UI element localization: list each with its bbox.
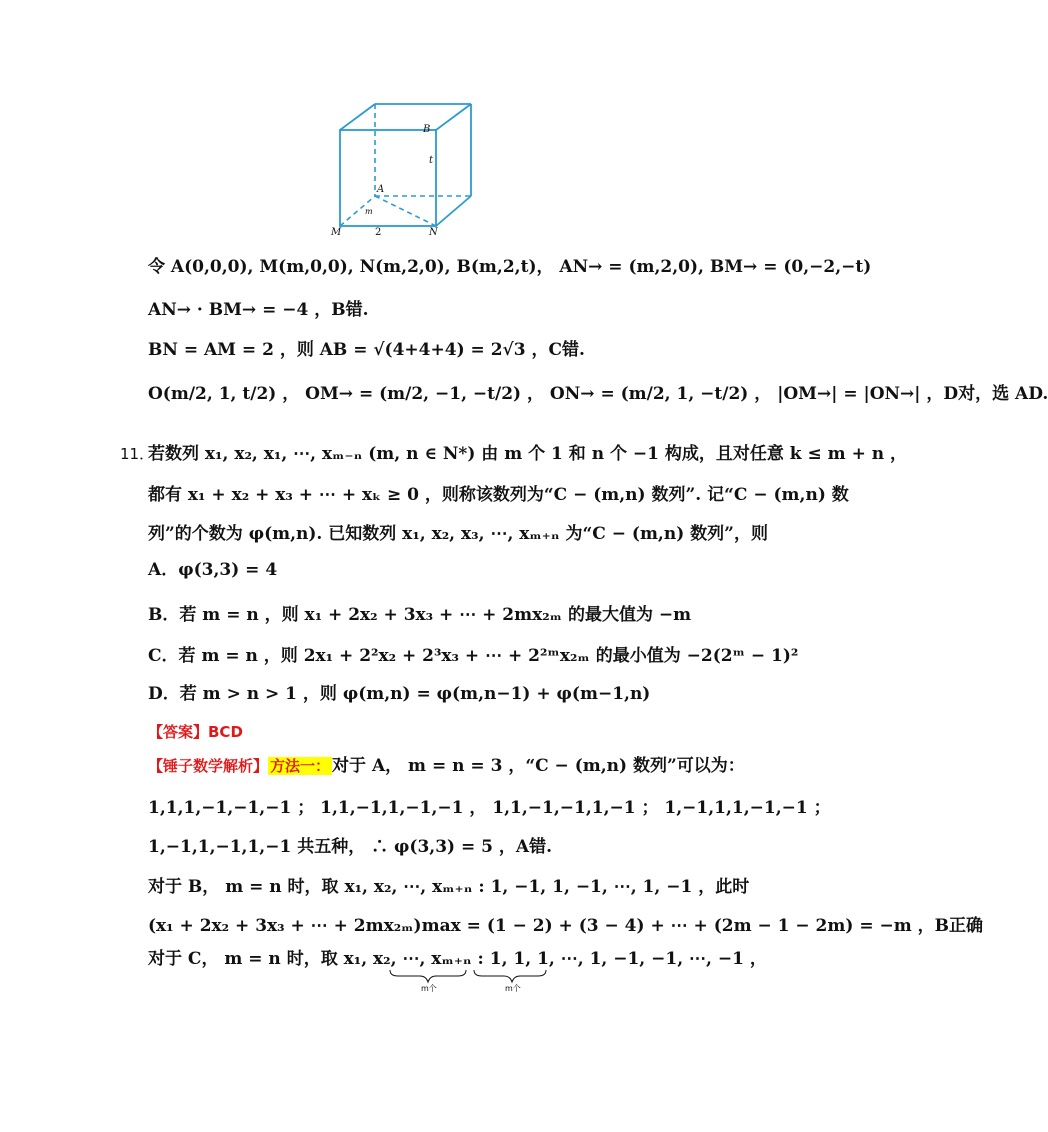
label-B: B	[423, 124, 431, 135]
solution-line-4: O(m/2, 1, t/2) ， OM→ = (m/2, −1, −t/2) ， ON→ = (m/2, 1, −t/2) ， |OM→| = |ON→| ，D对，选 AD.	[148, 384, 1048, 404]
analysis-line-5: (x₁ + 2x₂ + 3x₃ + ⋯ + 2mx₂ₘ)max = (1 − 2) + (3 − 4) + ⋯ + (2m − 1 − 2m) = −m ，B正确	[148, 916, 984, 936]
option-b: B．若 m = n ，则 x₁ + 2x₂ + 3x₃ + ⋯ + 2mx₂ₘ 的最大值为 −m	[148, 605, 692, 625]
analysis-line-4: 对于 B， m = n 时，取 x₁, x₂, ⋯, xₘ₊ₙ : 1, −1, 1, −1, ⋯, 1, −1 ，此时	[148, 877, 750, 897]
answer-label: 【答案】BCD	[148, 723, 243, 741]
analysis-line-2: 1,1,1,−1,−1,−1 ； 1,1,−1,1,−1,−1 ， 1,1,−1,−1,1,−1 ； 1,−1,1,1,−1,−1 ；	[148, 798, 831, 818]
question-number: 11．	[120, 445, 155, 463]
analysis-line-3: 1,−1,1,−1,1,−1 共五种， ∴ φ(3,3) = 5 ，A错.	[148, 837, 553, 857]
brace-left-label: m个	[421, 984, 437, 993]
analysis-line-6: 对于 C， m = n 时，取 x₁, x₂, ⋯, xₘ₊ₙ : 1, 1, 1, ⋯, 1, −1, −1, ⋯, −1 ，	[148, 949, 767, 969]
cube-figure	[325, 88, 485, 238]
option-a: A．φ(3,3) = 4	[148, 560, 278, 580]
option-d: D．若 m > n > 1 ，则 φ(m,n) = φ(m,n−1) + φ(m−1,n)	[148, 684, 651, 704]
label-m: m	[365, 207, 373, 216]
analysis-line-1-text: 对于 A， m = n = 3 ，“C − (m,n) 数列”可以为：	[332, 756, 745, 776]
label-2: 2	[375, 227, 382, 238]
question-line-1: 若数列 x₁, x₂, x₁, ⋯, xₘ₋ₙ (m, n ∈ N*) 由 m 个 1 和 n 个 −1 构成，且对任意 k ≤ m + n ，	[148, 444, 908, 464]
label-A: A	[377, 184, 385, 195]
question-line-3: 列”的个数为 φ(m,n). 已知数列 x₁, x₂, x₃, ⋯, xₘ₊ₙ 为“C − (m,n) 数列”，则	[148, 524, 768, 544]
method-label: 方法一：	[270, 757, 331, 775]
analysis-label: 【锤子数学解析】	[148, 757, 269, 775]
underbrace-group	[388, 968, 548, 992]
label-M: M	[331, 227, 342, 238]
option-c: C．若 m = n ，则 2x₁ + 2²x₂ + 2³x₃ + ⋯ + 2²ᵐx₂ₘ 的最小值为 −2(2ᵐ − 1)²	[148, 646, 799, 666]
question-line-2: 都有 x₁ + x₂ + x₃ + ⋯ + xₖ ≥ 0 ，则称该数列为“C − (m,n) 数列”. 记“C − (m,n) 数	[148, 485, 849, 505]
solution-line-3: BN = AM = 2 ，则 AB = √(4+4+4) = 2√3 ，C错.	[148, 340, 585, 360]
solution-line-1: 令 A(0,0,0), M(m,0,0), N(m,2,0), B(m,2,t)， AN→ = (m,2,0), BM→ = (0,−2,−t)	[148, 257, 872, 277]
label-t: t	[429, 155, 434, 166]
brace-right-label: m个	[505, 984, 521, 993]
solution-line-2: AN→ · BM→ = −4 ，B错.	[148, 300, 369, 320]
analysis-line-1	[148, 752, 745, 780]
label-N: N	[429, 227, 438, 238]
